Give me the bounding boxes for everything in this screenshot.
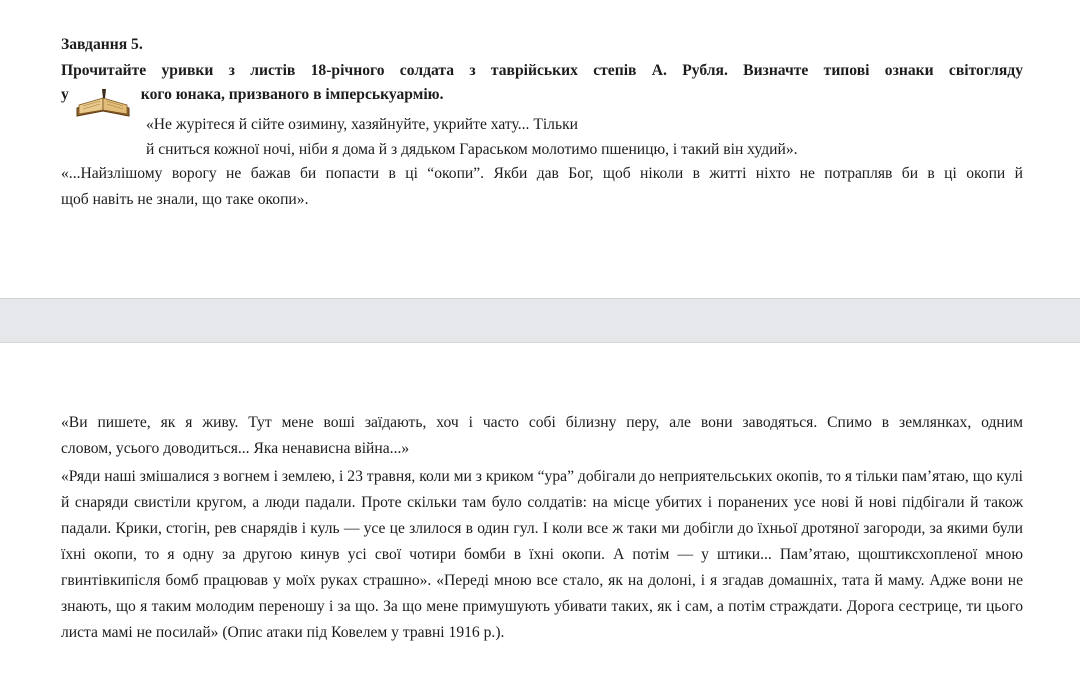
open-book-icon [74, 86, 132, 120]
quote-4: «Ряди наші змішалися з вогнем і землею, і 23 травня, коли ми з криком “ура” добігали до неприятельських окопів, то я тільки пам’ятаю, що кулі й снаряди свистіли кругом, а люди падали. Проте скільки там було солдатів: на місце убитих і поранених усе нові й нові підбігали й також падали. Крики, стогін, рев снарядів і куль — усе це злилося в один гул. І коли все ж таки ми добігли до їхньої дротяної загороди, за якими були їхні окопи, то я одну за другою кинув усі свої чотири бомби в їхні окопи. А потім — у штики... Пам’ятаю, щоштиксхопленої мною гвинтівкипісля бомб працював у моїх руках страшно». «Переді мною все стало, як на долоні, і я згадав домашніх, тата й маму. Адже вони не знають, що я таким молодим переношу і за що. За що мене примушують убивати таких, як і сам, а потім страждати. Дорога сестрице, ти цього листа мамі не посилай» (Опис атаки під Ковелем у травні 1916 р.). [61, 468, 1023, 641]
quote-1-line-2: й сниться кожної ночі, ніби я дома й з дядьком Гараськом молотимо пшеницю, і такий він худий». [146, 141, 798, 158]
instruction-line-1: Прочитайте уривки з листів 18-річного солдата з таврійських степів А. Рубля. Визначте типові ознаки світогляду [61, 62, 1023, 79]
quote-2-line-1: «...Найзлішому ворогу не бажав би попасти в ці “окопи”. Якби дав Бог, щоб ніколи в житті ніхто не потрапляв би в ці окопи й [61, 165, 1023, 182]
instruction-line-2-end: кого юнака, призваного в імперськуармію. [140, 86, 444, 103]
instruction-line-2-start: у [61, 86, 69, 103]
page-separator [0, 298, 1080, 343]
quote-3 [61, 410, 1023, 462]
task-instruction [61, 59, 1023, 107]
task-title: Завдання 5. [61, 36, 143, 53]
quote-2-line-2: щоб навіть не знали, що таке окопи». [61, 191, 309, 208]
instruction-line-2 [61, 83, 1023, 107]
quote-3-line-2: словом, усього доводиться... Яка ненависна війна...» [61, 440, 410, 457]
quote-3-line-1: «Ви пишете, як я живу. Тут мене воші заїдають, хоч і часто собі білизну перу, але вони заводяться. Спимо в землянках, одним [61, 414, 1023, 431]
quote-1 [146, 112, 906, 162]
quote-1-line-1: «Не журітеся й сійте озимину, хазяйнуйте, укрийте хату... Тільки [146, 116, 578, 133]
quote-2 [61, 161, 1023, 213]
